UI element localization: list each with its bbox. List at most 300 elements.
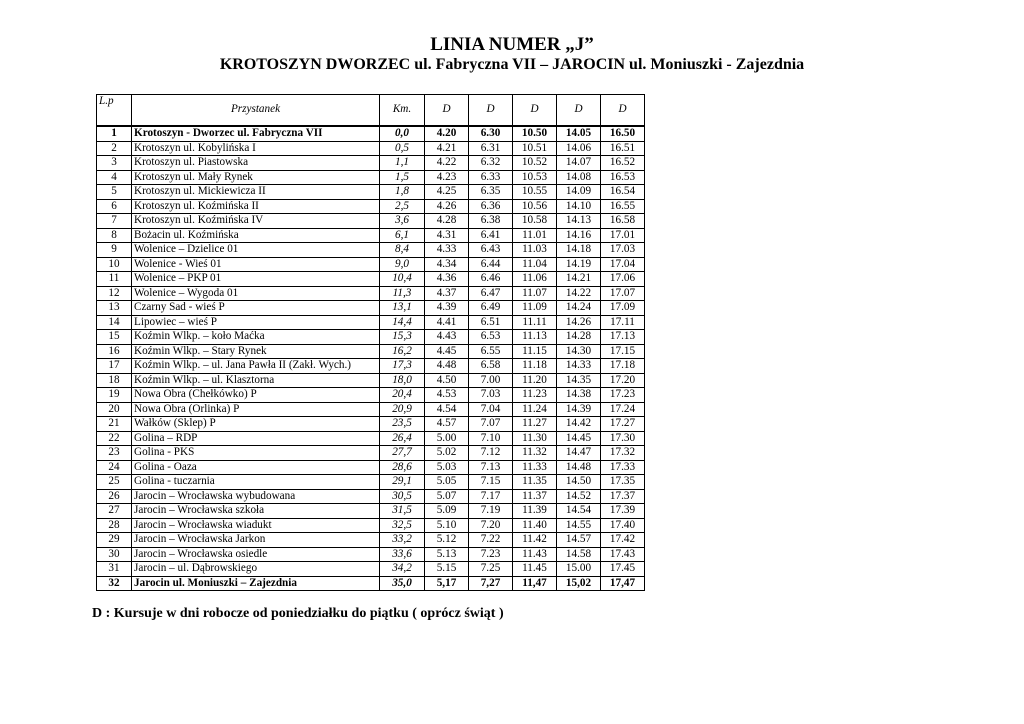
departure-time: 7.22 [469,533,513,548]
row-number: 26 [97,489,132,504]
departure-time: 14.58 [557,547,601,562]
stop-name: Jarocin – Wrocławska wiadukt [132,518,380,533]
table-row [97,489,645,504]
departure-time: 6.35 [469,185,513,200]
departure-time: 7.00 [469,373,513,388]
departure-time: 4.22 [425,156,469,171]
row-number: 32 [97,576,132,591]
departure-time: 4.41 [425,315,469,330]
departure-time: 14.08 [557,170,601,185]
departure-time: 14.30 [557,344,601,359]
stop-name: Wolenice – Dzielice 01 [132,243,380,258]
header-run-2: D [469,95,513,127]
table-row [97,344,645,359]
departure-time: 17.03 [601,243,645,258]
departure-time: 14.45 [557,431,601,446]
row-number: 22 [97,431,132,446]
departure-time: 17.24 [601,402,645,417]
distance-km: 29,1 [380,475,425,490]
page-title: LINIA NUMER „J” [430,34,594,55]
table-row [97,286,645,301]
row-number: 4 [97,170,132,185]
distance-km: 9,0 [380,257,425,272]
distance-km: 17,3 [380,359,425,374]
distance-km: 11,3 [380,286,425,301]
table-row [97,359,645,374]
stop-name: Lipowiec – wieś P [132,315,380,330]
table-row [97,446,645,461]
distance-km: 20,4 [380,388,425,403]
departure-time: 11.04 [513,257,557,272]
departure-time: 5.12 [425,533,469,548]
header-run-5: D [601,95,645,127]
departure-time: 11.13 [513,330,557,345]
departure-time: 16.53 [601,170,645,185]
row-number: 5 [97,185,132,200]
distance-km: 35,0 [380,576,425,591]
departure-time: 10.53 [513,170,557,185]
stop-name: Jarocin – Wrocławska Jarkon [132,533,380,548]
departure-time: 16.58 [601,214,645,229]
departure-time: 16.55 [601,199,645,214]
departure-time: 11.15 [513,344,557,359]
departure-time: 14.48 [557,460,601,475]
departure-time: 4.21 [425,141,469,156]
departure-time: 6.36 [469,199,513,214]
departure-time: 16.50 [601,126,645,141]
departure-time: 11.35 [513,475,557,490]
departure-time: 4.28 [425,214,469,229]
stop-name: Koźmin Wlkp. – koło Maćka [132,330,380,345]
table-row [97,170,645,185]
table-row [97,214,645,229]
departure-time: 7.25 [469,562,513,577]
timetable-body [97,126,645,591]
distance-km: 3,6 [380,214,425,229]
departure-time: 6.53 [469,330,513,345]
row-number: 20 [97,402,132,417]
departure-time: 6.49 [469,301,513,316]
distance-km: 1,1 [380,156,425,171]
distance-km: 8,4 [380,243,425,258]
departure-time: 15,02 [557,576,601,591]
departure-time: 17.43 [601,547,645,562]
departure-time: 17.33 [601,460,645,475]
row-number: 19 [97,388,132,403]
departure-time: 4.43 [425,330,469,345]
distance-km: 15,3 [380,330,425,345]
departure-time: 5.13 [425,547,469,562]
departure-time: 6.46 [469,272,513,287]
departure-time: 17.30 [601,431,645,446]
departure-time: 11.20 [513,373,557,388]
departure-time: 7.17 [469,489,513,504]
table-row [97,315,645,330]
departure-time: 6.44 [469,257,513,272]
distance-km: 26,4 [380,431,425,446]
row-number: 7 [97,214,132,229]
departure-time: 6.43 [469,243,513,258]
table-row [97,533,645,548]
table-row [97,185,645,200]
departure-time: 6.55 [469,344,513,359]
stop-name: Golina - Oaza [132,460,380,475]
table-row [97,562,645,577]
departure-time: 11.06 [513,272,557,287]
departure-time: 7.12 [469,446,513,461]
departure-time: 14.22 [557,286,601,301]
row-number: 6 [97,199,132,214]
table-row [97,431,645,446]
distance-km: 31,5 [380,504,425,519]
departure-time: 14.07 [557,156,601,171]
stop-name: Krotoszyn ul. Piastowska [132,156,380,171]
timetable [96,94,645,591]
departure-time: 11.39 [513,504,557,519]
departure-time: 11.01 [513,228,557,243]
departure-time: 7.23 [469,547,513,562]
departure-time: 11.07 [513,286,557,301]
departure-time: 6.30 [469,126,513,141]
distance-km: 34,2 [380,562,425,577]
departure-time: 17.37 [601,489,645,504]
departure-time: 4.37 [425,286,469,301]
header-run-1: D [425,95,469,127]
departure-time: 4.26 [425,199,469,214]
departure-time: 14.54 [557,504,601,519]
table-row [97,576,645,591]
table-row [97,257,645,272]
row-number: 21 [97,417,132,432]
row-number: 3 [97,156,132,171]
stop-name: Koźmin Wlkp. – Stary Rynek [132,344,380,359]
route-subtitle: KROTOSZYN DWORZEC ul. Fabryczna VII – JAROCIN ul. Moniuszki - Zajezdnia [219,56,805,73]
distance-km: 27,7 [380,446,425,461]
departure-time: 11.32 [513,446,557,461]
footnote: D : Kursuje w dni robocze od poniedziałku do piątku ( oprócz świąt ) [92,606,504,621]
departure-time: 5.02 [425,446,469,461]
departure-time: 14.09 [557,185,601,200]
row-number: 23 [97,446,132,461]
stop-name: Jarocin – Wrocławska szkoła [132,504,380,519]
departure-time: 17.35 [601,475,645,490]
departure-time: 7.20 [469,518,513,533]
table-row [97,417,645,432]
departure-time: 17.40 [601,518,645,533]
departure-time: 17.20 [601,373,645,388]
table-row [97,301,645,316]
departure-time: 14.55 [557,518,601,533]
departure-time: 4.33 [425,243,469,258]
stop-name: Wałków (Sklep) P [132,417,380,432]
distance-km: 23,5 [380,417,425,432]
departure-time: 17.39 [601,504,645,519]
departure-time: 14.16 [557,228,601,243]
departure-time: 6.47 [469,286,513,301]
table-row [97,504,645,519]
departure-time: 14.26 [557,315,601,330]
departure-time: 14.38 [557,388,601,403]
departure-time: 11,47 [513,576,557,591]
stop-name: Czarny Sad - wieś P [132,301,380,316]
distance-km: 2,5 [380,199,425,214]
departure-time: 7.15 [469,475,513,490]
departure-time: 17.32 [601,446,645,461]
departure-time: 17.11 [601,315,645,330]
row-number: 12 [97,286,132,301]
departure-time: 6.38 [469,214,513,229]
distance-km: 33,2 [380,533,425,548]
row-number: 11 [97,272,132,287]
stop-name: Krotoszyn ul. Koźmińska IV [132,214,380,229]
departure-time: 4.45 [425,344,469,359]
departure-time: 5.00 [425,431,469,446]
stop-name: Wolenice – PKP 01 [132,272,380,287]
distance-km: 33,6 [380,547,425,562]
stop-name: Golina - tuczarnia [132,475,380,490]
departure-time: 5.09 [425,504,469,519]
row-number: 25 [97,475,132,490]
distance-km: 28,6 [380,460,425,475]
departure-time: 6.32 [469,156,513,171]
departure-time: 11.45 [513,562,557,577]
departure-time: 17.09 [601,301,645,316]
departure-time: 17.07 [601,286,645,301]
departure-time: 4.54 [425,402,469,417]
stop-name: Nowa Obra (Orlinka) P [132,402,380,417]
departure-time: 11.09 [513,301,557,316]
departure-time: 7.10 [469,431,513,446]
departure-time: 4.50 [425,373,469,388]
departure-time: 17.23 [601,388,645,403]
distance-km: 14,4 [380,315,425,330]
departure-time: 7.13 [469,460,513,475]
departure-time: 11.23 [513,388,557,403]
stop-name: Jarocin – Wrocławska osiedle [132,547,380,562]
table-row [97,272,645,287]
row-number: 1 [97,126,132,141]
row-number: 31 [97,562,132,577]
departure-time: 14.28 [557,330,601,345]
departure-time: 6.31 [469,141,513,156]
departure-time: 6.58 [469,359,513,374]
departure-time: 6.41 [469,228,513,243]
departure-time: 5,17 [425,576,469,591]
departure-time: 7.07 [469,417,513,432]
departure-time: 4.20 [425,126,469,141]
departure-time: 11.40 [513,518,557,533]
departure-time: 16.51 [601,141,645,156]
header-stop: Przystanek [132,95,380,127]
departure-time: 14.06 [557,141,601,156]
table-row [97,518,645,533]
departure-time: 17.06 [601,272,645,287]
header-run-3: D [513,95,557,127]
table-row [97,243,645,258]
departure-time: 11.30 [513,431,557,446]
stop-name: Bożacin ul. Koźmińska [132,228,380,243]
departure-time: 14.24 [557,301,601,316]
row-number: 9 [97,243,132,258]
departure-time: 4.57 [425,417,469,432]
departure-time: 17.13 [601,330,645,345]
distance-km: 6,1 [380,228,425,243]
stop-name: Koźmin Wlkp. – ul. Jana Pawła II (Zakł. Wych.) [132,359,380,374]
departure-time: 11.43 [513,547,557,562]
table-row [97,141,645,156]
table-row [97,547,645,562]
departure-time: 10.50 [513,126,557,141]
departure-time: 17.18 [601,359,645,374]
row-number: 8 [97,228,132,243]
departure-time: 4.23 [425,170,469,185]
departure-time: 4.53 [425,388,469,403]
table-row [97,388,645,403]
row-number: 13 [97,301,132,316]
table-row [97,199,645,214]
table-row [97,373,645,388]
departure-time: 11.11 [513,315,557,330]
departure-time: 10.52 [513,156,557,171]
departure-time: 7,27 [469,576,513,591]
departure-time: 5.10 [425,518,469,533]
departure-time: 17,47 [601,576,645,591]
stop-name: Krotoszyn ul. Koźmińska II [132,199,380,214]
departure-time: 11.03 [513,243,557,258]
row-number: 2 [97,141,132,156]
departure-time: 17.27 [601,417,645,432]
stop-name: Krotoszyn ul. Mały Rynek [132,170,380,185]
departure-time: 14.52 [557,489,601,504]
distance-km: 32,5 [380,518,425,533]
row-number: 28 [97,518,132,533]
departure-time: 7.19 [469,504,513,519]
departure-time: 15.00 [557,562,601,577]
departure-time: 14.13 [557,214,601,229]
distance-km: 16,2 [380,344,425,359]
distance-km: 10,4 [380,272,425,287]
departure-time: 5.03 [425,460,469,475]
departure-time: 6.51 [469,315,513,330]
departure-time: 6.33 [469,170,513,185]
departure-time: 16.54 [601,185,645,200]
departure-time: 17.01 [601,228,645,243]
distance-km: 1,5 [380,170,425,185]
departure-time: 10.58 [513,214,557,229]
departure-time: 7.03 [469,388,513,403]
departure-time: 4.34 [425,257,469,272]
departure-time: 14.47 [557,446,601,461]
departure-time: 17.42 [601,533,645,548]
departure-time: 11.18 [513,359,557,374]
departure-time: 17.45 [601,562,645,577]
distance-km: 30,5 [380,489,425,504]
departure-time: 5.05 [425,475,469,490]
row-number: 27 [97,504,132,519]
row-number: 18 [97,373,132,388]
table-row [97,228,645,243]
departure-time: 14.33 [557,359,601,374]
departure-time: 5.15 [425,562,469,577]
departure-time: 14.39 [557,402,601,417]
departure-time: 14.10 [557,199,601,214]
stop-name: Jarocin ul. Moniuszki – Zajezdnia [132,576,380,591]
departure-time: 14.18 [557,243,601,258]
stop-name: Jarocin – ul. Dąbrowskiego [132,562,380,577]
distance-km: 20,9 [380,402,425,417]
row-number: 15 [97,330,132,345]
departure-time: 14.35 [557,373,601,388]
stop-name: Wolenice - Wieś 01 [132,257,380,272]
departure-time: 16.52 [601,156,645,171]
departure-time: 4.36 [425,272,469,287]
row-number: 24 [97,460,132,475]
row-number: 17 [97,359,132,374]
departure-time: 4.25 [425,185,469,200]
departure-time: 4.48 [425,359,469,374]
distance-km: 18,0 [380,373,425,388]
departure-time: 14.42 [557,417,601,432]
stop-name: Wolenice – Wygoda 01 [132,286,380,301]
departure-time: 10.55 [513,185,557,200]
departure-time: 11.27 [513,417,557,432]
table-row [97,475,645,490]
departure-time: 4.39 [425,301,469,316]
departure-time: 14.05 [557,126,601,141]
stop-name: Jarocin – Wrocławska wybudowana [132,489,380,504]
stop-name: Golina - PKS [132,446,380,461]
table-row [97,126,645,141]
departure-time: 11.24 [513,402,557,417]
table-row [97,156,645,171]
departure-time: 14.19 [557,257,601,272]
stop-name: Koźmin Wlkp. – ul. Klasztorna [132,373,380,388]
distance-km: 13,1 [380,301,425,316]
header-run-4: D [557,95,601,127]
table-header-row [97,95,645,127]
header-lp: L.p [97,95,132,127]
departure-time: 5.07 [425,489,469,504]
stop-name: Krotoszyn ul. Mickiewicza II [132,185,380,200]
departure-time: 17.04 [601,257,645,272]
stop-name: Nowa Obra (Chełkówko) P [132,388,380,403]
row-number: 29 [97,533,132,548]
departure-time: 11.33 [513,460,557,475]
departure-time: 11.42 [513,533,557,548]
stop-name: Golina – RDP [132,431,380,446]
stop-name: Krotoszyn - Dworzec ul. Fabryczna VII [132,126,380,141]
distance-km: 0,0 [380,126,425,141]
departure-time: 7.04 [469,402,513,417]
distance-km: 1,8 [380,185,425,200]
table-row [97,402,645,417]
row-number: 10 [97,257,132,272]
departure-time: 14.57 [557,533,601,548]
departure-time: 4.31 [425,228,469,243]
row-number: 16 [97,344,132,359]
departure-time: 14.21 [557,272,601,287]
header-km: Km. [380,95,425,127]
row-number: 30 [97,547,132,562]
row-number: 14 [97,315,132,330]
stop-name: Krotoszyn ul. Kobylińska I [132,141,380,156]
departure-time: 10.56 [513,199,557,214]
departure-time: 17.15 [601,344,645,359]
table-row [97,460,645,475]
departure-time: 11.37 [513,489,557,504]
table-row [97,330,645,345]
departure-time: 10.51 [513,141,557,156]
